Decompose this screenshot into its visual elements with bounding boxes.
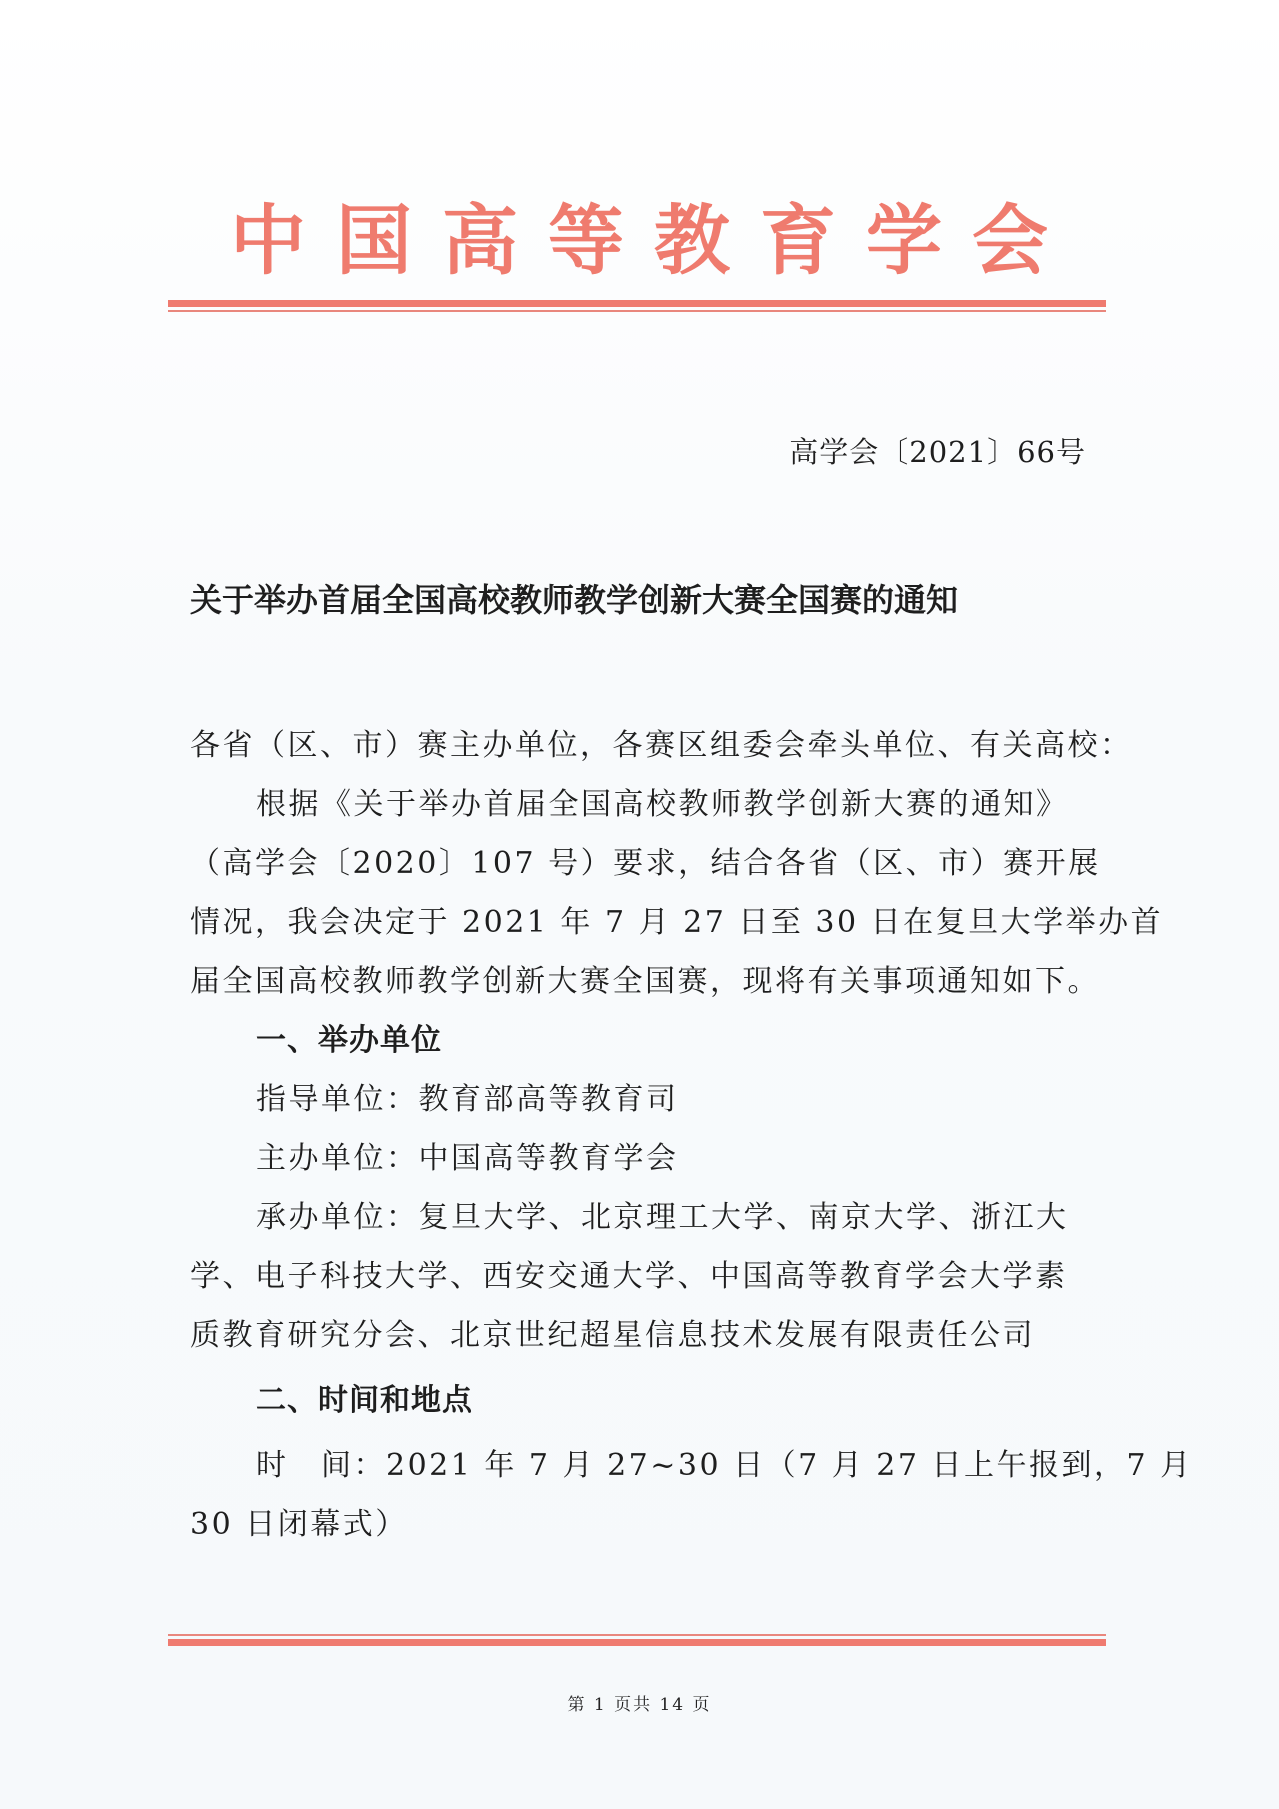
masthead-char: 教	[654, 196, 730, 285]
document-title: 关于举办首届全国高校教师教学创新大赛全国赛的通知	[190, 581, 959, 619]
body-line: 30 日闭幕式）	[190, 1507, 408, 1542]
masthead-char: 会	[972, 196, 1048, 285]
header-rule-thick	[168, 300, 1106, 307]
page-indicator: 第 1 页共 14 页	[567, 1695, 712, 1715]
section-heading: 二、时间和地点	[256, 1383, 473, 1418]
body-line: 承办单位：复旦大学、北京理工大学、南京大学、浙江大	[256, 1200, 1069, 1235]
body-line: 指导单位：教育部高等教育司	[256, 1082, 679, 1117]
masthead-char: 学	[866, 196, 942, 285]
body-line: 情况，我会决定于 2021 年 7 月 27 日至 30 日在复旦大学举办首	[190, 905, 1164, 940]
salutation: 各省（区、市）赛主办单位，各赛区组委会牵头单位、有关高校：	[190, 728, 1133, 763]
masthead-char: 中	[230, 196, 306, 285]
header-rule-thin	[168, 310, 1106, 312]
masthead-char: 国	[336, 196, 412, 285]
body-line: 时 间：2021 年 7 月 27~30 日（7 月 27 日上午报到，7 月	[256, 1448, 1193, 1483]
body-line: 学、电子科技大学、西安交通大学、中国高等教育学会大学素	[190, 1259, 1068, 1294]
masthead-char: 高	[442, 196, 518, 285]
document-number: 高学会〔2021〕66号	[789, 435, 1086, 469]
body-line: 届全国高校教师教学创新大赛全国赛，现将有关事项通知如下。	[190, 964, 1100, 999]
body-line: 主办单位：中国高等教育学会	[256, 1141, 679, 1176]
masthead-char: 育	[760, 196, 836, 285]
footer-rule-thick	[168, 1639, 1106, 1646]
body-line: 根据《关于举办首届全国高校教师教学创新大赛的通知》	[256, 787, 1069, 822]
organization-masthead	[168, 196, 1108, 286]
section-heading: 一、举办单位	[256, 1023, 442, 1058]
body-line: 质教育研究分会、北京世纪超星信息技术发展有限责任公司	[190, 1318, 1035, 1353]
masthead-char: 等	[548, 196, 624, 285]
document-body	[190, 716, 1193, 1554]
body-line: （高学会〔2020〕107 号）要求，结合各省（区、市）赛开展	[190, 846, 1101, 881]
footer-rule-thin	[168, 1634, 1106, 1636]
